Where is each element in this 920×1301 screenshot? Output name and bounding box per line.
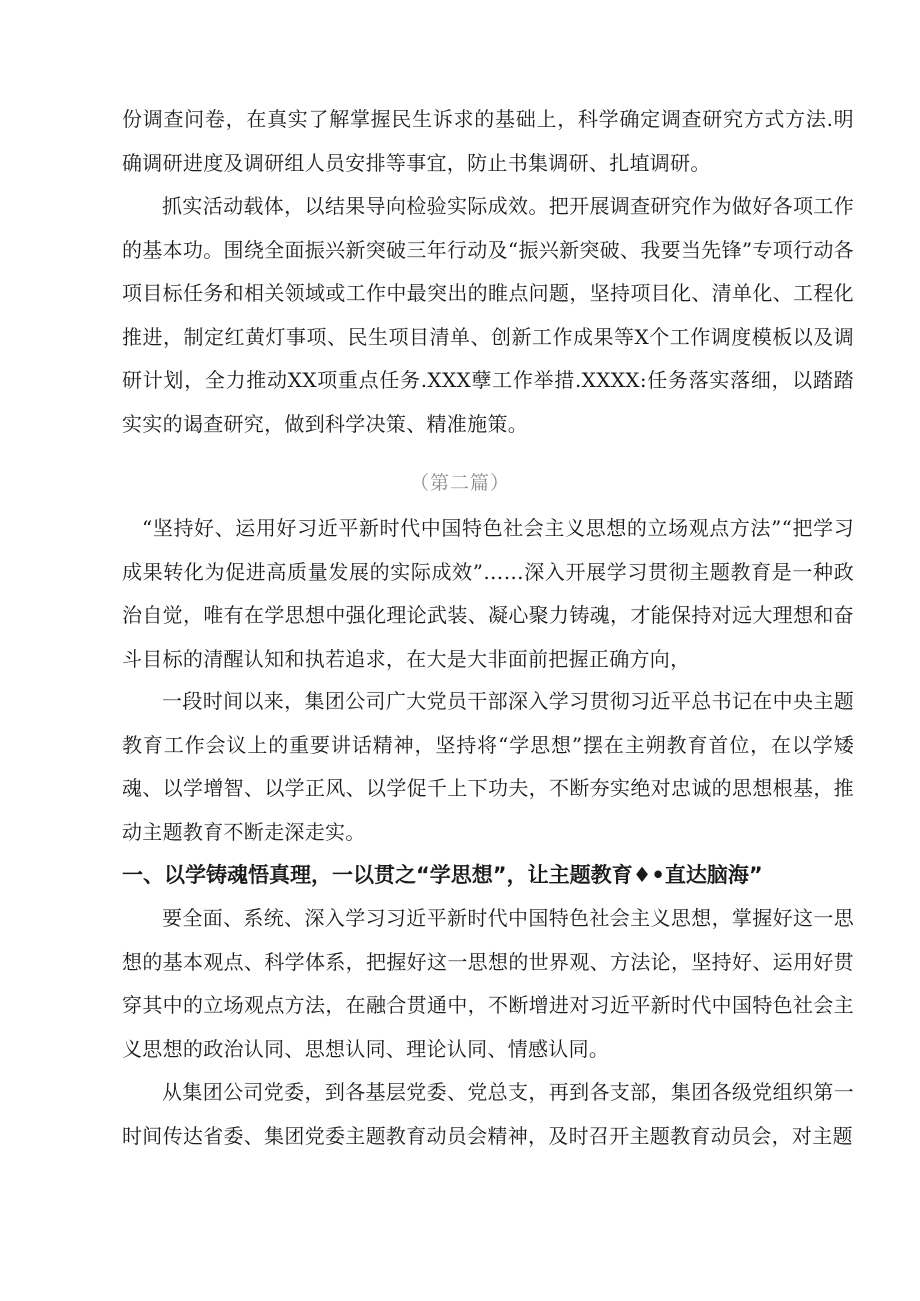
paragraph-comprehensive-study: 要全面、系统、深入学习习近平新时代中国特色社会主义思想，掌握好这一思想的基本观点、科学体系，把握好这一思想的世界观、方法论，坚持好、运用好贯穿其中的立场观点方法，在融合贯通中，不断增进对习近平新时代中国特色社会主义思想的政治认同、思想认同、理论认同、情感认同。 bbox=[122, 906, 854, 1061]
section-heading: 一、以学铸魂悟真理，一以贯之“学思想”，让主题教育♦•直达脑海” bbox=[122, 863, 763, 887]
paragraph-survey-continuation: 份调查问卷，在真实了解掌握民生诉求的基础上，科学确定调查研究方式方法.明确调研进度及调研组人员安排等事宜，防止书集调研、扎埴调研。 bbox=[122, 107, 854, 175]
paragraph-party-committees: 从集团公司党委，到各基层党委、党总支，再到各支部，集团各级党组织第一时间传达省委、集团党委主题教育动员会精神，及时召开主题教育动员会，对主题 bbox=[122, 1080, 854, 1148]
paragraph-activity-carrier: 抓实活动载体，以结果导向检验实际成效。把开展调查研究作为做好各项工作的基本功。围绕全面振兴新突破三年行动及“振兴新突破、我要当先锋”专项行动各项目标任务和相关领域或工作中最突出的睢点问题，坚持项目化、清单化、工程化推进，制定红黄灯事项、民生项目清单、创新工作成果等X个工作调度模板以及调研计划，全力推动XX项重点任务.XXX孽工作举措.XXXX:任务落实落细，以踏踏实实的谒查研究，做到科学决策、精准施策。 bbox=[122, 194, 854, 436]
paragraph-quote-intro: “坚持好、运用好习近平新时代中国特色社会主义思想的立场观点方法”“把学习成果转化为促进高质量发展的实际成效”……深入开展学习贯彻主题教育是一种政治自觉，唯有在学思想中强化理论武装、凝心聚力铸魂，才能保持对远大理想和奋斗目标的清醒认知和执若追求，在大是大非面前把握正确方向， bbox=[122, 516, 854, 671]
paragraph-group-study: 一段时间以来，集团公司广大党员干部深入学习贯彻习近平总书记在中央主题教育工作会议上的重要讲话精神，坚持将“学思想”摆在主朔教育首位，在以学矮魂、以学增智、以学正风、以学促千上下功夫，不断夯实绝对忠诚的思想根基，推动主题教育不断走深走实。 bbox=[122, 689, 854, 844]
section-label: （第二篇） bbox=[409, 472, 510, 494]
